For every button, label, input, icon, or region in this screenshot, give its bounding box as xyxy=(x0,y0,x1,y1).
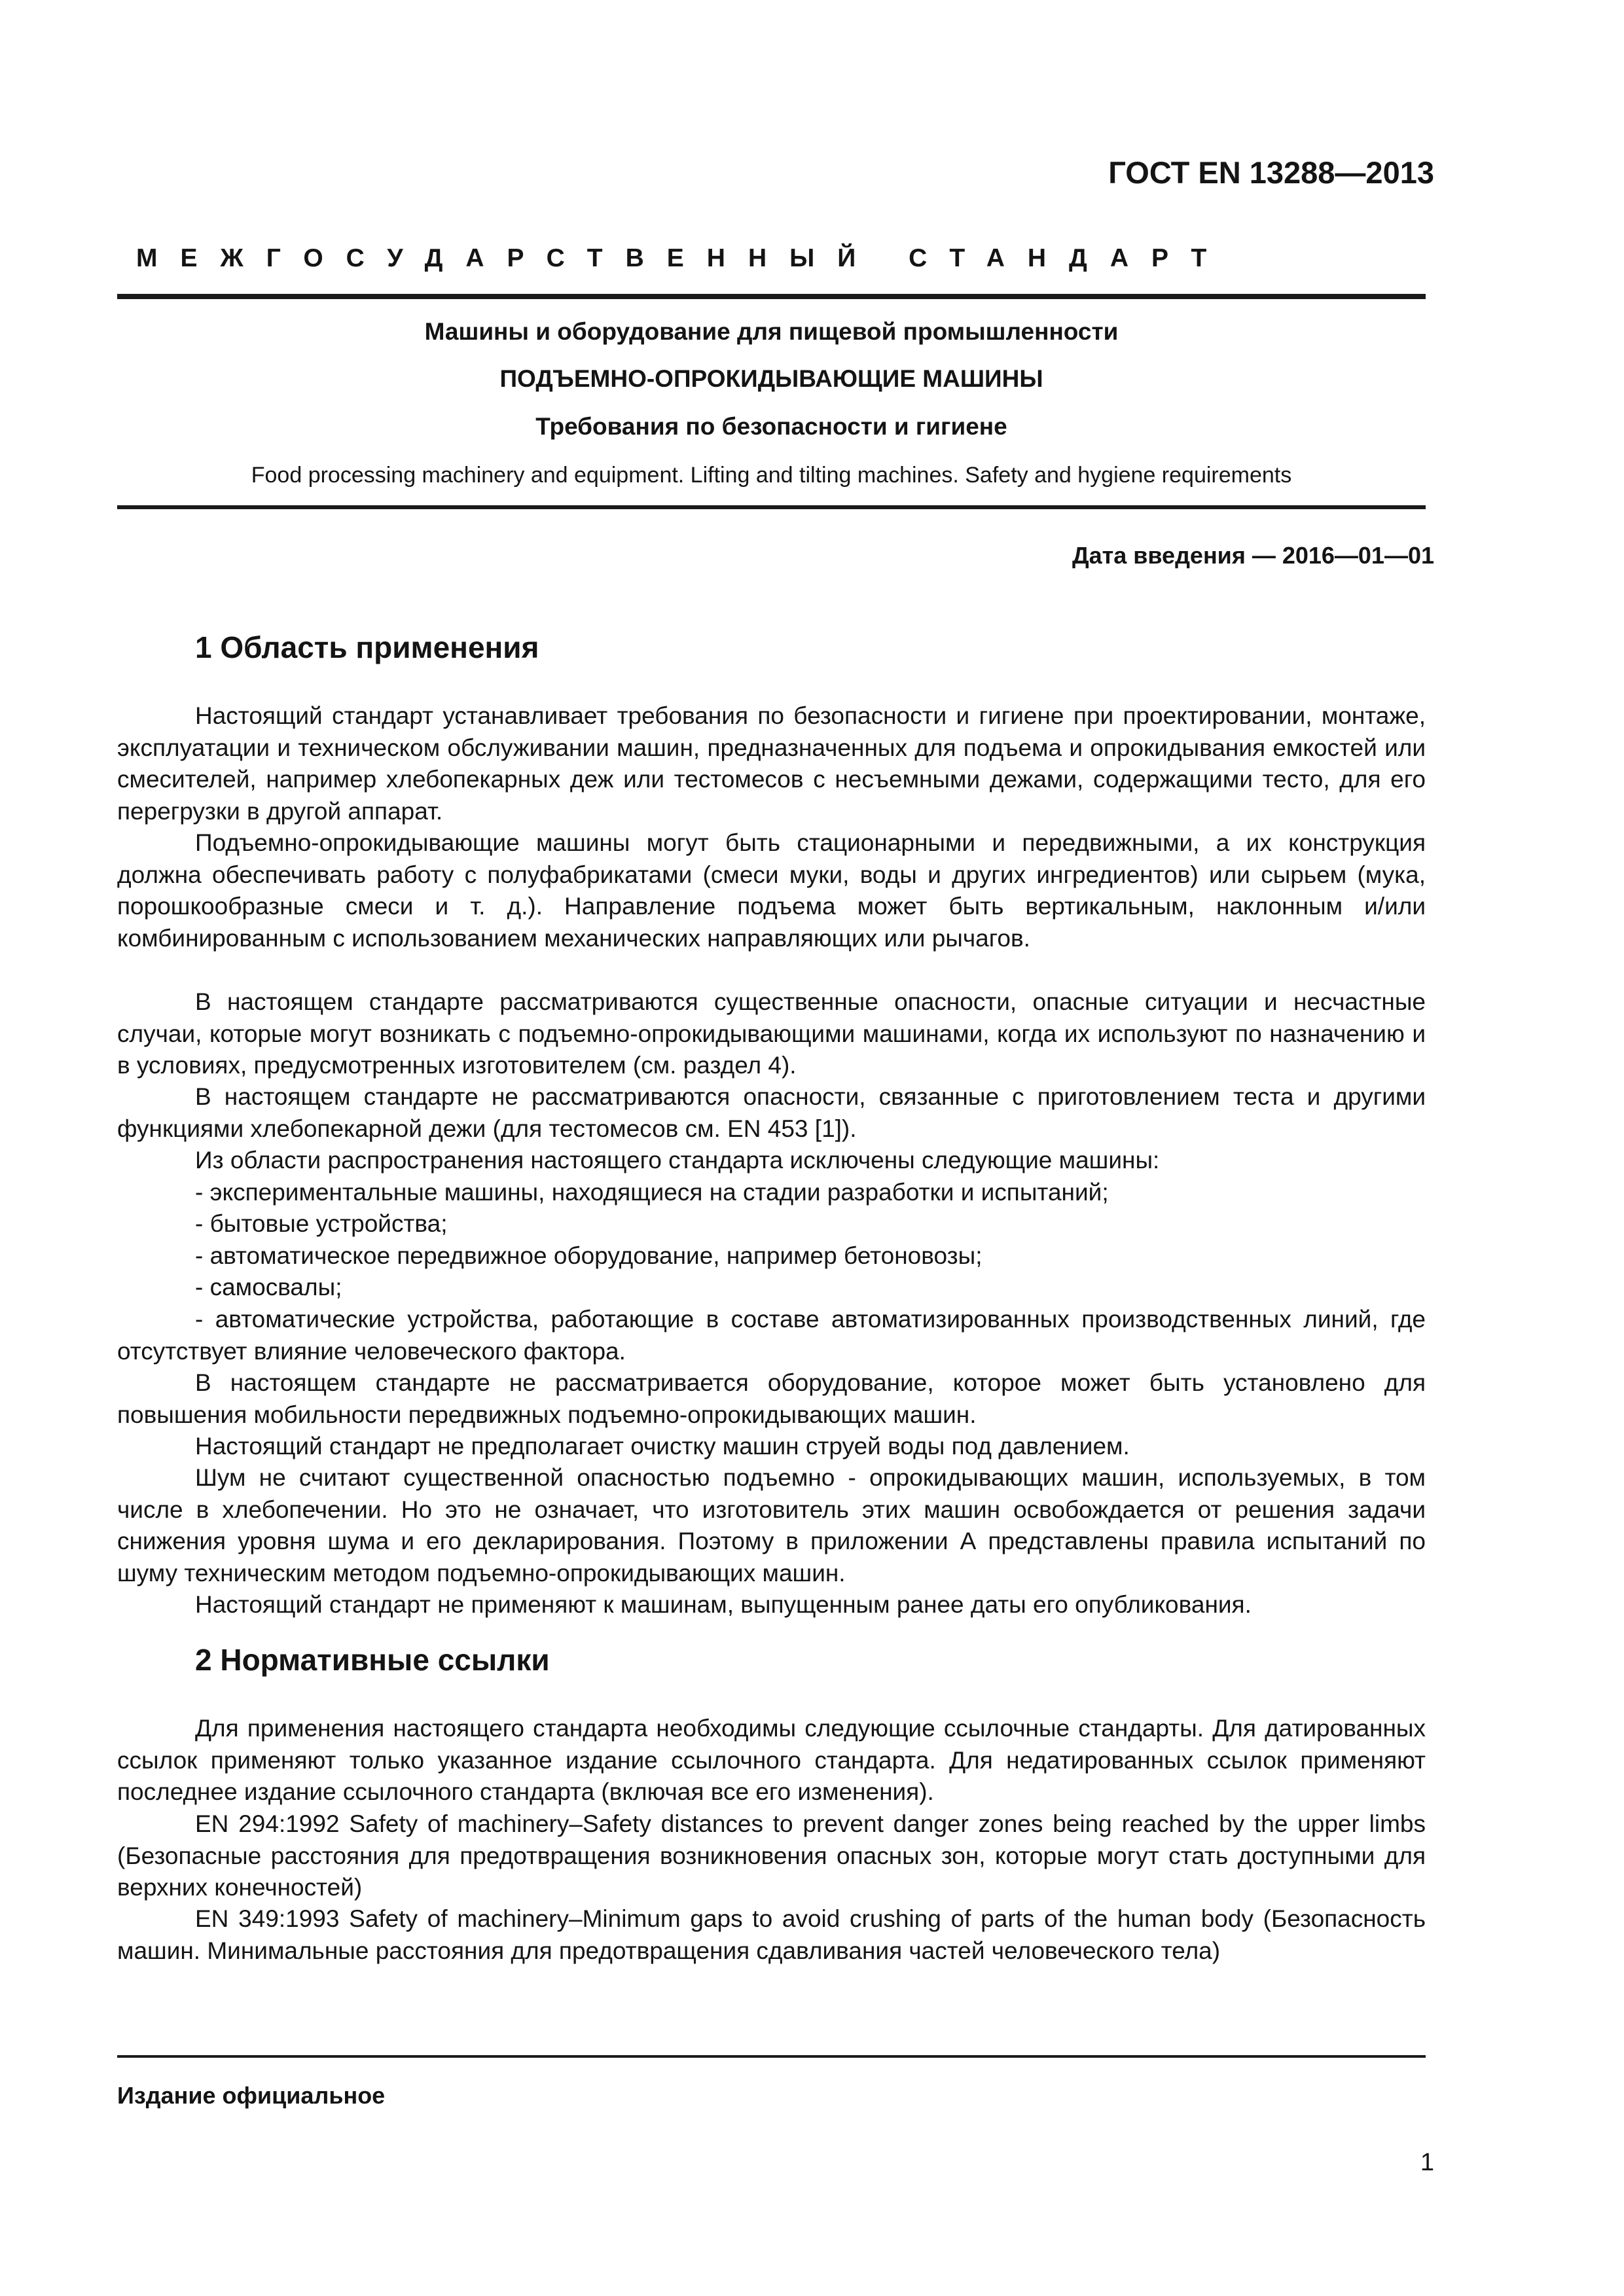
header-divider xyxy=(117,294,1426,299)
title-divider xyxy=(117,505,1426,509)
paragraph: Настоящий стандарт не применяют к машинам, выпущенным ранее даты его опубликования. xyxy=(195,1591,1252,1618)
paragraph: В настоящем стандарте не рассматривается оборудование, которое может быть установлено для повышения мобильности передвижных подъемно-опрокидывающих машин. xyxy=(117,1369,1426,1428)
title-english: Food processing machinery and equipment. Lifting and tilting machines. Safety and hygiene requirements xyxy=(251,463,1292,488)
reference-item: EN 349:1993 Safety of machinery–Minimum gaps to avoid crushing of parts of the human body (Безопасность машин. Минимальные расстояния для предотвращения сдавливания частей человеческого тела) xyxy=(117,1905,1426,1964)
title-category: Машины и оборудование для пищевой промышленности xyxy=(424,318,1119,345)
list-item: - экспериментальные машины, находящиеся на стадии разработки и испытаний; xyxy=(195,1179,1109,1206)
official-edition-label: Издание официальное xyxy=(117,2082,386,2109)
list-item: - бытовые устройства; xyxy=(195,1210,448,1237)
section-heading-scope: 1 Область применения xyxy=(195,630,539,664)
interstate-standard-label: МЕЖГОСУДАРСТВЕННЫЙ СТАНДАРТ xyxy=(136,244,1230,272)
paragraph: Из области распространения настоящего стандарта исключены следующие машины: xyxy=(195,1147,1160,1174)
paragraph: Настоящий стандарт не предполагает очистку машин струей воды под давлением. xyxy=(195,1433,1130,1460)
title-main: ПОДЪЕМНО-ОПРОКИДЫВАЮЩИЕ МАШИНЫ xyxy=(499,365,1043,392)
paragraph: Подъемно-опрокидывающие машины могут быть стационарными и передвижными, а их конструкция должна обеспечивать работу с полуфабрикатами (смеси муки, воды и других ингредиентов) или сырьем (мука, порошкообразные смеси и т. д.). Направление подъема может быть вертикальным, наклонным и/или комбинированным с использованием механических направляющих или рычагов. xyxy=(117,829,1426,952)
reference-item: EN 294:1992 Safety of machinery–Safety distances to prevent danger zones being reached by the upper limbs (Безопасные расстояния для предотвращения возникновения опасных зон, которые могут стать доступными для верхних конечностей) xyxy=(117,1810,1426,1901)
paragraph: Настоящий стандарт устанавливает требования по безопасности и гигиене при проектировании, монтаже, эксплуатации и техническом обслуживании машин, предназначенных для подъема и опрокидывания емкостей или смесителей, например хлебопекарных деж или тестомесов с несъемными дежами, содержащими тесто, для его перегрузки в другой аппарат. xyxy=(117,702,1426,825)
title-subtitle: Требования по безопасности и гигиене xyxy=(535,413,1007,440)
document-number: ГОСТ EN 13288—2013 xyxy=(1108,155,1434,190)
page-number: 1 xyxy=(1420,2149,1434,2176)
paragraph: В настоящем стандарте рассматриваются существенные опасности, опасные ситуации и несчастные случаи, которые могут возникать с подъемно-опрокидывающими машинами, когда их используют по назначению и в условиях, предусмотренных изготовителем (см. раздел 4). xyxy=(117,988,1426,1079)
paragraph: В настоящем стандарте не рассматриваются опасности, связанные с приготовлением теста и другими функциями хлебопекарной дежи (для тестомесов см. EN 453 [1]). xyxy=(117,1083,1426,1142)
introduction-date: Дата введения — 2016—01—01 xyxy=(1072,542,1434,569)
section-heading-normative-references: 2 Нормативные ссылки xyxy=(195,1643,550,1677)
list-item: - автоматические устройства, работающие в составе автоматизированных производственных линий, где отсутствует влияние человеческого фактора. xyxy=(117,1306,1426,1365)
footer-divider xyxy=(117,2055,1426,2058)
paragraph: Шум не считают существенной опасностью подъемно - опрокидывающих машин, используемых, в том числе в хлебопечении. Но это не означает, что изготовитель этих машин освобождается от решения задачи снижения уровня шума и его декларирования. Поэтому в приложении А представлены правила испытаний по шуму техническим методом подъемно-опрокидывающих машин. xyxy=(117,1464,1426,1587)
list-item: - самосвалы; xyxy=(195,1274,342,1300)
paragraph: Для применения настоящего стандарта необходимы следующие ссылочные стандарты. Для датированных ссылок применяют только указанное издание ссылочного стандарта. Для недатированных ссылок применяют последнее издание ссылочного стандарта (включая все его изменения). xyxy=(117,1715,1426,1805)
list-item: - автоматическое передвижное оборудование, например бетоновозы; xyxy=(195,1242,983,1269)
